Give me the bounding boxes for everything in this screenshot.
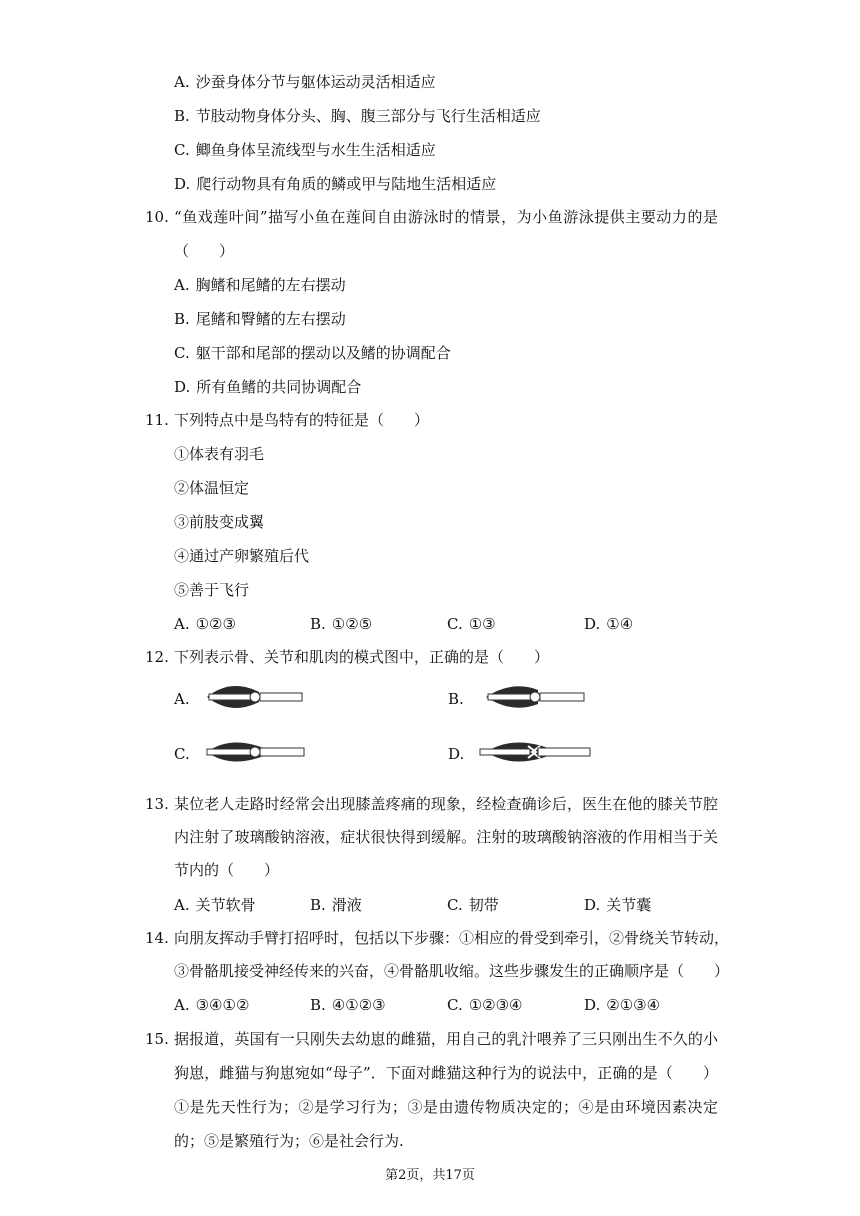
- q12-option-d-letter: D.: [448, 745, 465, 763]
- q12-diagram-a: [205, 680, 305, 714]
- joint: [530, 692, 540, 702]
- bone-right: [260, 748, 304, 756]
- q15-stem-line2: 狗崽，雌猫与狗崽宛如“母子”．下面对雌猫这种行为的说法中，正确的是（ ）: [174, 1064, 718, 1082]
- q12-option-a-letter: A.: [174, 690, 190, 708]
- q13-stem-line3: 节内的（ ）: [174, 861, 280, 879]
- q13-option-c: C. 韧带: [447, 896, 499, 914]
- q9-option-d: D. 爬行动物具有角质的鳞或甲与陆地生活相适应: [174, 175, 497, 193]
- q14-option-d: D. ②①③④: [584, 996, 661, 1014]
- q15-stem-line4: 的；⑤是繁殖行为；⑥是社会行为.: [174, 1132, 404, 1150]
- q11-stem: 下列特点中是鸟特有的特征是（ ）: [174, 411, 430, 429]
- q13-stem-line1: 某位老人走路时经常会出现膝盖疼痛的现象，经检查确诊后，医生在他的膝关节腔: [174, 795, 718, 813]
- q12-diagram-b: [482, 680, 588, 714]
- joint: [250, 692, 260, 702]
- bone-left: [209, 694, 251, 700]
- q11-option-d: D. ①④: [584, 615, 634, 633]
- q13-option-a: A. 关节软骨: [174, 896, 256, 914]
- q15-stem-line3: ①是先天性行为；②是学习行为；③是由遗传物质决定的；④是由环境因素决定: [174, 1098, 718, 1116]
- q10-option-a: A. 胸鳍和尾鳍的左右摆动: [174, 276, 346, 294]
- joint: [250, 747, 260, 757]
- q9-option-b: B. 节肢动物身体分头、胸、腹三部分与飞行生活相适应: [174, 107, 541, 125]
- q9-option-c: C. 鲫鱼身体呈流线型与水生生活相适应: [174, 141, 436, 159]
- q12-stem: 下列表示骨、关节和肌肉的模式图中，正确的是（ ）: [174, 648, 550, 666]
- q11-item-3: ③前肢变成翼: [174, 513, 265, 531]
- q14-stem-line2: ③骨骼肌接受神经传来的兴奋，④骨骼肌收缩。这些步骤发生的正确顺序是（ ）: [174, 962, 730, 980]
- q12-diagram-d: [476, 735, 594, 769]
- q10-option-d: D. 所有鱼鳍的共同协调配合: [174, 378, 362, 396]
- q14-option-c: C. ①②③④: [447, 996, 523, 1014]
- page-number: 第2页，共17页: [385, 1168, 475, 1183]
- bone-left: [488, 694, 532, 700]
- q12-diagram-c: [203, 735, 307, 769]
- q14-stem-line1: 向朋友挥动手臂打招呼时，包括以下步骤：①相应的骨受到牵引，②骨绕关节转动，: [174, 929, 730, 947]
- q11-item-2: ②体温恒定: [174, 479, 250, 497]
- q10-option-c: C. 躯干部和尾部的摆动以及鳍的协调配合: [174, 344, 451, 362]
- q15-number: 15.: [145, 1030, 169, 1048]
- bone-right: [538, 748, 590, 756]
- q13-stem-line2: 内注射了玻璃酸钠溶液，症状很快得到缓解。注射的玻璃酸钠溶液的作用相当于关: [174, 828, 718, 846]
- q14-option-a: A. ③④①②: [174, 996, 250, 1014]
- q13-number: 13.: [145, 795, 169, 813]
- q12-option-b-letter: B.: [448, 690, 464, 708]
- q11-option-c: C. ①③: [447, 615, 496, 633]
- q12-option-c-letter: C.: [174, 745, 190, 763]
- q10-stem-line1: “鱼戏莲叶间”描写小鱼在莲间自由游泳时的情景，为小鱼游泳提供主要动力的是: [174, 208, 718, 226]
- q10-number: 10.: [145, 208, 169, 226]
- q10-option-b: B. 尾鳍和臀鳍的左右摆动: [174, 310, 346, 328]
- q15-stem-line1: 据报道，英国有一只刚失去幼崽的雌猫，用自己的乳汁喂养了三只刚出生不久的小: [174, 1030, 718, 1048]
- q10-stem-line2: （ ）: [174, 242, 235, 260]
- q11-item-4: ④通过产卵繁殖后代: [174, 547, 310, 565]
- q12-number: 12.: [145, 648, 169, 666]
- q11-option-a: A. ①②③: [174, 615, 236, 633]
- q13-option-d: D. 关节囊: [584, 896, 652, 914]
- q11-number: 11.: [145, 411, 169, 429]
- q11-item-5: ⑤善于飞行: [174, 581, 250, 599]
- q11-item-1: ①体表有羽毛: [174, 445, 265, 463]
- bone-left: [207, 749, 251, 755]
- bone-left: [480, 749, 530, 755]
- bone-right: [540, 693, 584, 701]
- q13-option-b: B. 滑液: [310, 896, 362, 914]
- q9-option-a: A. 沙蚕身体分节与躯体运动灵活相适应: [174, 73, 436, 91]
- bone-right: [260, 693, 302, 701]
- q11-option-b: B. ①②⑤: [310, 615, 373, 633]
- q14-number: 14.: [145, 929, 169, 947]
- q14-option-b: B. ④①②③: [310, 996, 386, 1014]
